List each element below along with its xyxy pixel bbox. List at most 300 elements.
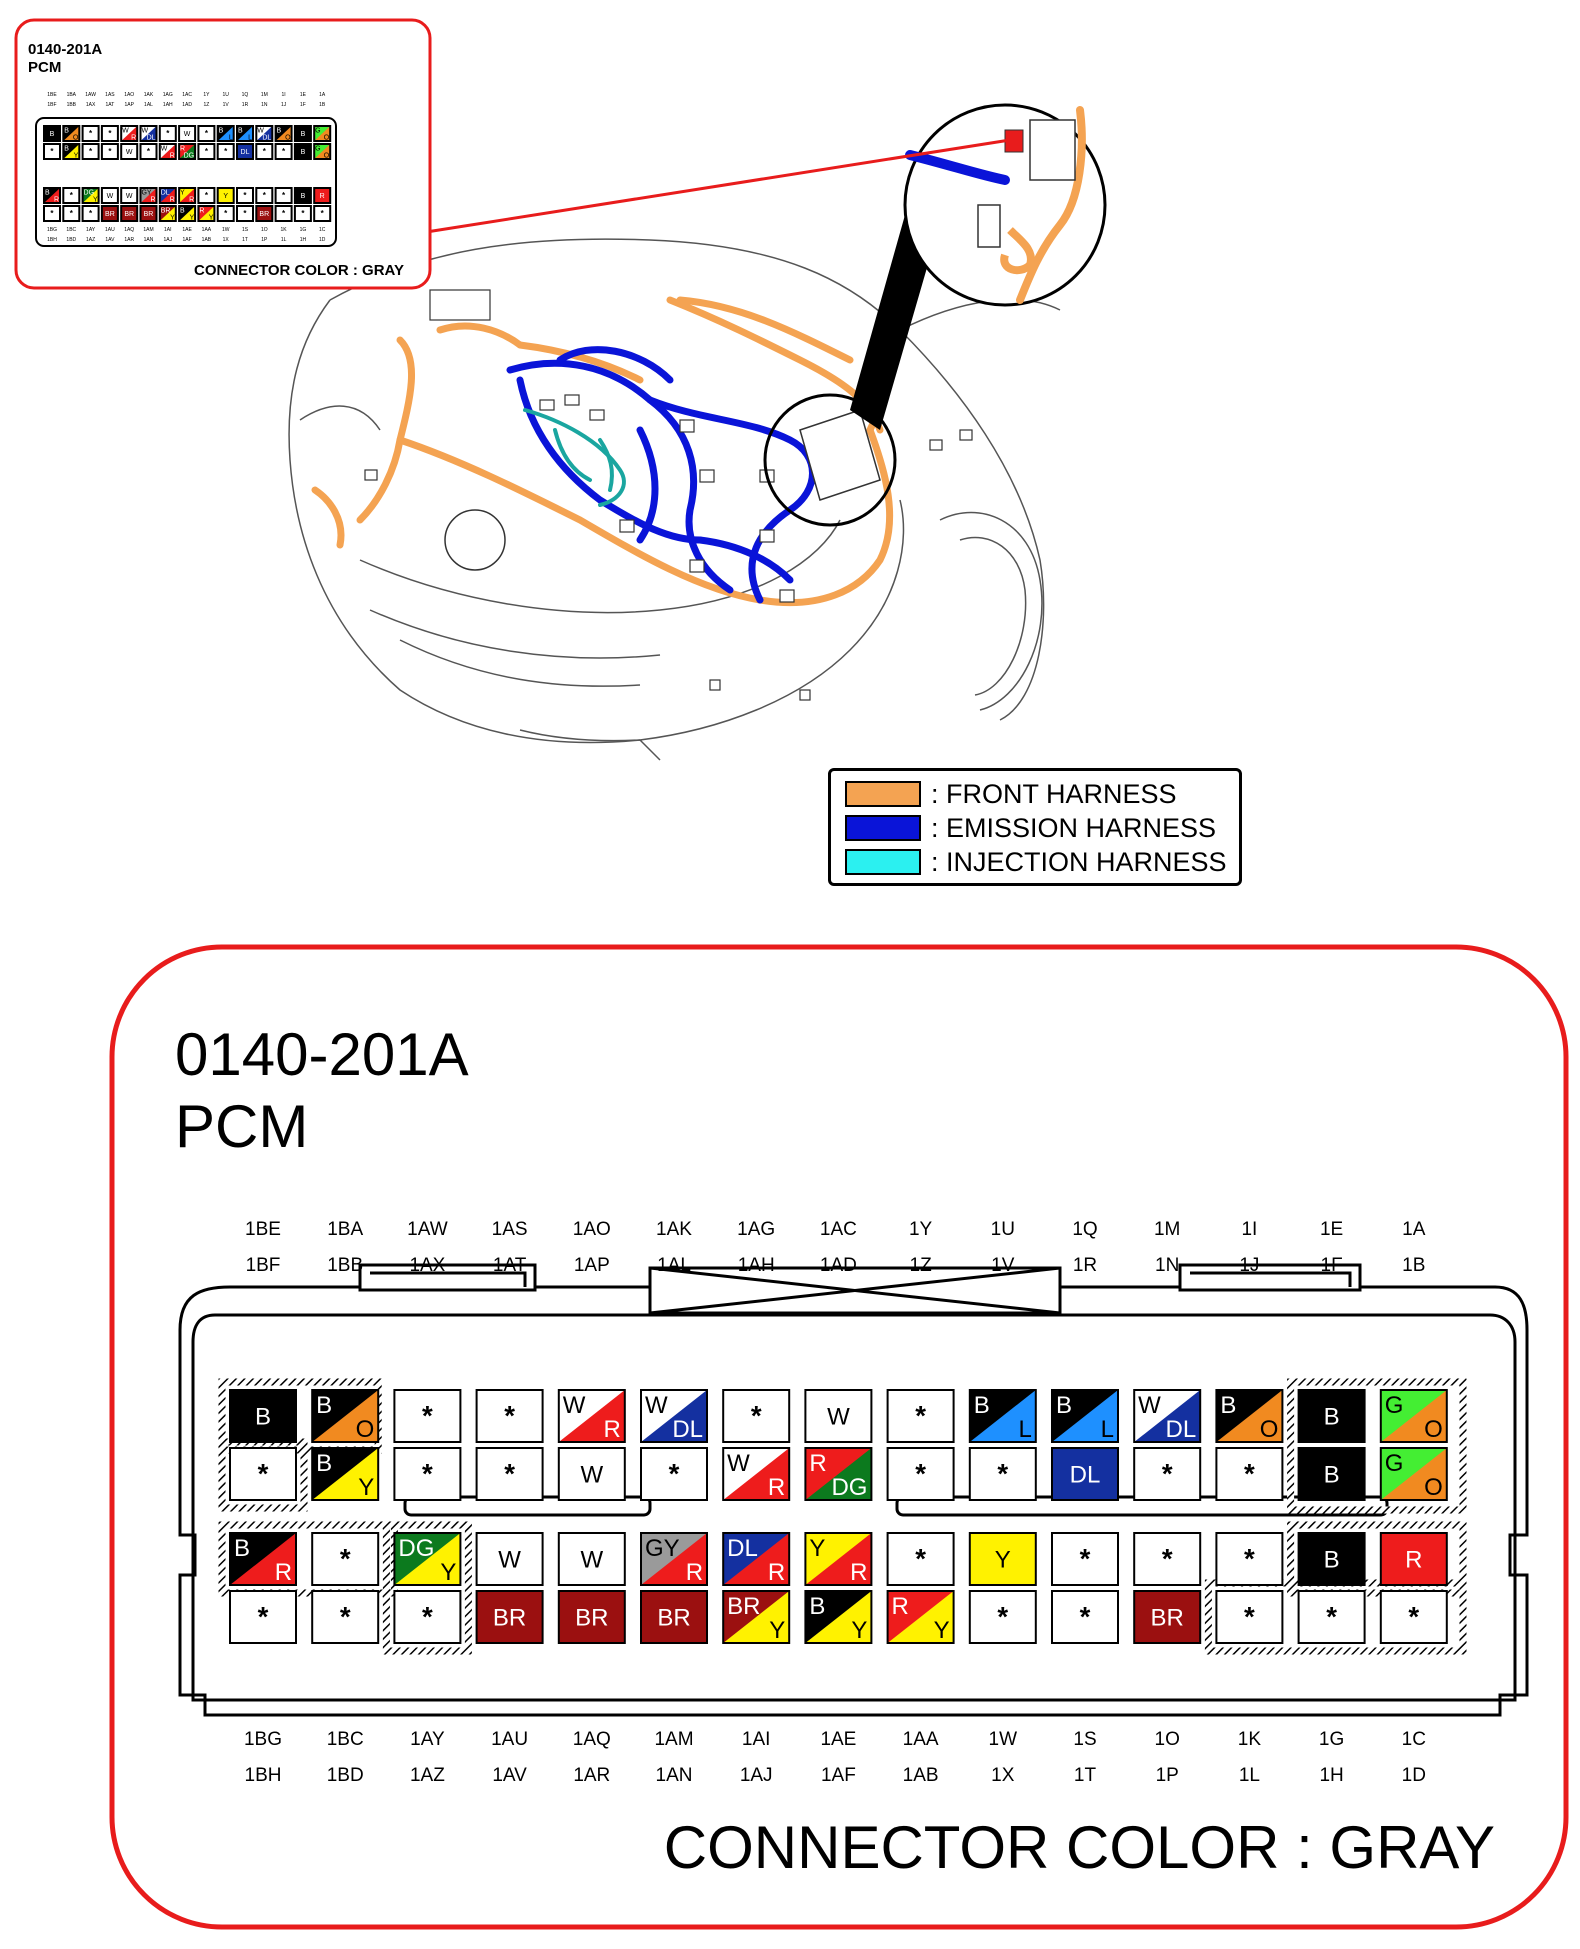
- thumbnail-terminal-label: 1J: [280, 102, 287, 108]
- thumbnail-terminal-label: 1I: [281, 92, 286, 98]
- thumbnail-terminal-label: 1AU: [105, 227, 115, 233]
- terminal-wire-stripe-color: O: [285, 134, 291, 142]
- terminal-cell: [121, 188, 137, 203]
- legend-rows: [831, 771, 1239, 879]
- terminal-wire-base-color: B: [64, 127, 69, 135]
- terminal-cell: [1381, 1533, 1447, 1585]
- terminal-number-label: 1I: [1241, 1219, 1258, 1240]
- terminal-number-label: 1T: [1073, 1765, 1097, 1786]
- terminal-unused-mark: *: [422, 1400, 433, 1432]
- terminal-number-label: 1D: [1401, 1765, 1426, 1786]
- terminal-cell: [888, 1533, 954, 1585]
- terminal-wire-stripe-color: Y: [933, 1617, 950, 1645]
- terminal-cell: [160, 144, 176, 160]
- thumbnail-terminal-label: 1BA: [66, 92, 77, 98]
- thumbnail-terminal-label: 1Z: [203, 102, 210, 108]
- terminal-cell: [256, 206, 272, 221]
- terminal-number-label: 1U: [990, 1219, 1015, 1240]
- thumbnail-terminal-label: 1AW: [85, 92, 96, 98]
- legend-label: : EMISSION HARNESS: [931, 812, 1217, 843]
- terminal-cell: [276, 188, 292, 203]
- terminal-wire-base-color: B: [218, 127, 224, 135]
- terminal-cell: [102, 188, 118, 203]
- terminal-cell: [230, 1591, 296, 1643]
- terminal-cell: [295, 206, 311, 221]
- terminal-wire-stripe-color: R: [169, 152, 175, 160]
- terminal-number-label: 1AD: [819, 1255, 857, 1276]
- terminal-cell: [1052, 1533, 1118, 1585]
- terminal-wire-color: W: [580, 1461, 604, 1489]
- terminal-number-label: 1AG: [737, 1219, 776, 1240]
- terminal-unused-mark: *: [1408, 1601, 1420, 1633]
- thumbnail-terminal-label: 1V: [222, 102, 229, 108]
- thumbnail-terminal-label: 1AE: [182, 227, 192, 233]
- terminal-cell: [1052, 1390, 1118, 1443]
- terminal-unused-mark: *: [422, 1601, 433, 1633]
- terminal-wire-stripe-color: L: [248, 134, 253, 142]
- terminal-cell: [805, 1591, 871, 1644]
- terminal-number-label: 1BC: [326, 1729, 364, 1750]
- terminal-unused-mark: *: [146, 147, 151, 157]
- terminal-unused-mark: *: [243, 191, 247, 201]
- terminal-number-label: 1AY: [410, 1729, 445, 1750]
- terminal-cell: [276, 206, 292, 221]
- thumbnail-terminal-label: 1A: [319, 92, 326, 98]
- terminal-number-label: 1AV: [492, 1765, 527, 1786]
- terminal-cell: [477, 1390, 543, 1442]
- terminal-unused-mark: *: [1244, 1458, 1255, 1490]
- terminal-cell: [63, 126, 79, 142]
- terminal-wire-color: B: [300, 193, 306, 201]
- terminal-cell: [102, 144, 118, 159]
- terminal-wire-stripe-color: R: [685, 1559, 704, 1587]
- terminal-cell: [83, 144, 99, 159]
- terminal-wire-color: W: [183, 131, 191, 139]
- legend-swatch: [845, 849, 921, 875]
- terminal-cell: [394, 1390, 460, 1442]
- terminal-unused-mark: *: [1161, 1458, 1173, 1490]
- terminal-unused-mark: *: [1079, 1601, 1091, 1633]
- terminal-cell: [295, 188, 311, 203]
- legend-item: [845, 777, 1239, 811]
- terminal-wire-stripe-color: R: [274, 1559, 293, 1587]
- terminal-wire-color: DL: [1069, 1461, 1101, 1489]
- terminal-unused-mark: *: [339, 1601, 351, 1633]
- terminal-number-label: 1AW: [407, 1219, 448, 1240]
- legend-label: : INJECTION HARNESS: [931, 846, 1227, 877]
- terminal-wire-base-color: G: [1384, 1449, 1404, 1477]
- terminal-unused-mark: *: [1079, 1543, 1091, 1575]
- terminal-cell: [63, 206, 79, 221]
- terminal-wire-base-color: DL: [727, 1534, 758, 1562]
- terminal-number-label: 1F: [1320, 1255, 1343, 1276]
- thumbnail-terminal-label: 1O: [260, 227, 268, 233]
- terminal-number-label: 1AE: [820, 1729, 857, 1750]
- terminal-wire-color: W: [498, 1546, 521, 1574]
- terminal-number-label: 1Y: [908, 1219, 933, 1240]
- terminal-number-label: 1V: [991, 1255, 1015, 1276]
- terminal-wire-base-color: R: [891, 1592, 909, 1620]
- terminal-unused-mark: *: [504, 1400, 515, 1432]
- terminal-number-label: 1AO: [572, 1219, 611, 1240]
- terminal-cell: [121, 144, 137, 159]
- thumbnail-terminal-label: 1P: [261, 237, 268, 243]
- terminal-number-label: 1AP: [573, 1255, 610, 1276]
- thumbnail-terminal-label: 1U: [222, 92, 229, 98]
- terminal-wire-color: DL: [240, 149, 250, 157]
- thumbnail-connector-name: PCM: [28, 59, 62, 76]
- terminal-unused-mark: *: [69, 191, 73, 201]
- terminal-cell: [141, 188, 157, 204]
- thumbnail-terminal-label: 1AK: [143, 92, 154, 98]
- terminal-cell: [141, 144, 157, 159]
- terminal-number-label: 1BD: [326, 1765, 364, 1786]
- terminal-cell: [641, 1533, 707, 1586]
- terminal-wire-base-color: B: [64, 145, 69, 153]
- thumbnail-terminal-label: 1AA: [201, 227, 212, 233]
- terminal-wire-base-color: B: [1055, 1391, 1072, 1419]
- terminal-cell: [723, 1591, 789, 1644]
- terminal-wire-color: BR: [1150, 1604, 1184, 1632]
- legend-swatch: [845, 781, 921, 807]
- terminal-number-label: 1BH: [244, 1765, 282, 1786]
- terminal-cell: [121, 206, 137, 221]
- terminal-cell: [160, 126, 176, 141]
- terminal-unused-mark: *: [504, 1458, 515, 1490]
- terminal-number-label: 1AM: [654, 1729, 694, 1750]
- terminal-cell: [83, 126, 99, 141]
- terminal-cell: [141, 206, 157, 221]
- terminal-unused-mark: *: [89, 129, 93, 139]
- terminal-number-label: 1BA: [327, 1219, 364, 1240]
- terminal-wire-color: B: [1323, 1461, 1340, 1489]
- terminal-wire-stripe-color: DL: [672, 1416, 704, 1444]
- terminal-cell: [888, 1390, 954, 1442]
- terminal-cell: [230, 1533, 296, 1586]
- legend-label: : FRONT HARNESS: [931, 778, 1177, 809]
- terminal-wire-base-color: B: [237, 127, 243, 135]
- terminal-wire-color: BR: [492, 1604, 527, 1632]
- terminal-cell: [641, 1390, 707, 1443]
- terminal-cell: [44, 188, 60, 204]
- terminal-wire-color: W: [580, 1546, 604, 1574]
- terminal-wire-stripe-color: R: [150, 196, 156, 204]
- terminal-cell: [295, 144, 311, 159]
- terminal-unused-mark: *: [915, 1458, 926, 1490]
- terminal-wire-stripe-color: O: [355, 1416, 375, 1444]
- thumbnail-terminal-label: 1AT: [105, 102, 115, 108]
- terminal-unused-mark: *: [915, 1543, 926, 1575]
- terminal-wire-base-color: Y: [809, 1534, 826, 1562]
- terminal-cell: [121, 126, 137, 142]
- terminal-cell: [198, 206, 214, 222]
- legend-swatch: [845, 815, 921, 841]
- thumbnail-terminal-label: 1M: [260, 92, 268, 98]
- terminal-number-label: 1AH: [737, 1255, 775, 1276]
- terminal-wire-color: B: [300, 149, 306, 157]
- terminal-unused-mark: *: [257, 1601, 269, 1633]
- terminal-number-label: 1E: [1319, 1219, 1344, 1240]
- terminal-cell: [218, 188, 234, 203]
- terminal-cell: [218, 206, 234, 221]
- terminal-unused-mark: *: [108, 129, 112, 139]
- connector-name: PCM: [175, 1093, 309, 1160]
- terminal-cell: [198, 144, 214, 159]
- terminal-cell: [179, 144, 195, 160]
- terminal-number-label: 1L: [1238, 1765, 1260, 1786]
- terminal-unused-mark: *: [282, 147, 286, 157]
- thumbnail-terminal-label: 1BH: [47, 237, 57, 243]
- terminal-unused-mark: *: [243, 209, 247, 219]
- terminal-unused-mark: *: [257, 1458, 269, 1490]
- terminal-wire-color: B: [1323, 1546, 1340, 1574]
- terminal-number-label: 1AZ: [409, 1765, 445, 1786]
- terminal-cell: [970, 1533, 1036, 1585]
- terminal-number-label: 1AU: [491, 1729, 529, 1750]
- terminal-wire-stripe-color: R: [189, 196, 195, 204]
- connector-thumbnail: [14, 18, 434, 308]
- terminal-wire-base-color: B: [973, 1391, 990, 1419]
- terminal-cell: [218, 126, 234, 142]
- terminal-unused-mark: *: [668, 1458, 680, 1490]
- thumbnail-terminal-label: 1L: [280, 237, 287, 243]
- thumbnail-terminal-label: 1AO: [124, 92, 135, 98]
- thumbnail-terminal-label: 1AP: [124, 102, 134, 108]
- terminal-number-label: 1AK: [656, 1219, 692, 1240]
- terminal-wire-stripe-color: O: [1424, 1416, 1443, 1444]
- thumbnail-terminal-label: 1BE: [47, 92, 57, 98]
- terminal-cell: [805, 1390, 871, 1442]
- terminal-wire-color: BR: [259, 211, 270, 219]
- terminal-cell: [888, 1591, 954, 1644]
- terminal-cell: [1052, 1591, 1118, 1643]
- terminal-cell: [312, 1591, 378, 1643]
- terminal-cell: [237, 206, 253, 221]
- terminal-wire-base-color: Y: [180, 189, 185, 197]
- terminal-wire-color: W: [125, 193, 133, 201]
- terminal-wire-stripe-color: Y: [170, 214, 175, 222]
- terminal-cell: [1381, 1591, 1447, 1643]
- terminal-cell: [141, 126, 157, 142]
- terminal-wire-color: BR: [105, 211, 115, 219]
- terminal-number-label: 1BF: [245, 1255, 281, 1276]
- terminal-unused-mark: *: [282, 209, 286, 219]
- thumbnail-terminal-label: 1AH: [162, 102, 173, 108]
- terminal-wire-base-color: B: [276, 127, 282, 135]
- terminal-wire-stripe-color: R: [603, 1416, 621, 1444]
- terminal-wire-stripe-color: O: [1424, 1474, 1443, 1502]
- terminal-cell: [276, 126, 292, 142]
- terminal-unused-mark: *: [750, 1400, 762, 1432]
- terminal-cell: [477, 1591, 543, 1643]
- terminal-wire-color: R: [1405, 1546, 1423, 1574]
- terminal-wire-base-color: R: [180, 145, 186, 153]
- terminal-cell: [237, 188, 253, 203]
- terminal-cell: [1381, 1448, 1447, 1501]
- terminal-wire-base-color: B: [233, 1534, 250, 1562]
- terminal-wire-base-color: B: [316, 1391, 333, 1419]
- thumbnail-terminal-label: 1BB: [66, 102, 77, 108]
- terminal-cell: [102, 206, 118, 221]
- terminal-wire-base-color: DG: [398, 1534, 435, 1562]
- terminal-number-label: 1G: [1318, 1729, 1345, 1750]
- thumbnail-terminal-label: 1Q: [241, 92, 249, 98]
- thumbnail-terminal-label: 1AQ: [124, 227, 135, 233]
- terminal-wire-stripe-color: Y: [92, 196, 98, 204]
- terminal-wire-color: W: [827, 1403, 850, 1431]
- terminal-wire-stripe-color: O: [72, 134, 79, 142]
- terminal-cell: [1052, 1448, 1118, 1500]
- terminal-cell: [1299, 1533, 1365, 1585]
- connector-color-label: CONNECTOR COLOR : GRAY: [663, 1814, 1495, 1881]
- thumbnail-terminal-label: 1BC: [66, 227, 77, 233]
- terminal-wire-stripe-color: DL: [1165, 1416, 1197, 1444]
- terminal-wire-base-color: B: [316, 1449, 333, 1477]
- terminal-wire-base-color: W: [141, 127, 149, 135]
- terminal-unused-mark: *: [166, 129, 170, 139]
- terminal-number-label: 1S: [1073, 1729, 1097, 1750]
- thumbnail-terminal-label: 1AY: [86, 227, 96, 233]
- terminal-cell: [83, 188, 99, 204]
- terminal-cell: [312, 1533, 378, 1585]
- terminal-cell: [237, 126, 253, 142]
- terminal-cell: [44, 206, 60, 221]
- terminal-unused-mark: *: [50, 147, 54, 157]
- terminal-number-label: 1AR: [573, 1765, 611, 1786]
- terminal-cell: [970, 1448, 1036, 1500]
- terminal-wire-stripe-color: DL: [262, 134, 272, 142]
- terminal-cell: [559, 1533, 625, 1585]
- terminal-cell: [160, 206, 176, 222]
- thumbnail-terminal-label: 1AR: [124, 237, 135, 243]
- terminal-unused-mark: *: [422, 1458, 433, 1490]
- terminal-wire-base-color: BR: [160, 207, 171, 215]
- terminal-cell: [312, 1448, 378, 1501]
- thumbnail-terminal-label: 1S: [241, 227, 249, 233]
- connector-id: 0140-201A: [175, 1021, 469, 1088]
- terminal-number-label: 1W: [988, 1729, 1018, 1750]
- terminal-number-label: 1AF: [820, 1765, 856, 1786]
- terminal-cell: [559, 1448, 625, 1500]
- terminal-cell: [179, 206, 195, 222]
- terminal-cell: [179, 126, 195, 141]
- terminal-number-label: 1X: [991, 1765, 1015, 1786]
- terminal-cell: [805, 1533, 871, 1586]
- terminal-wire-base-color: W: [122, 127, 129, 135]
- terminal-cell: [394, 1533, 460, 1586]
- thumbnail-terminal-label: 1AL: [144, 102, 153, 108]
- terminal-cell: [1134, 1591, 1200, 1643]
- terminal-cell: [314, 126, 330, 142]
- terminal-number-label: 1AC: [819, 1219, 857, 1240]
- terminal-cell: [198, 188, 214, 203]
- terminal-wire-stripe-color: O: [323, 134, 330, 142]
- terminal-cell: [237, 144, 253, 159]
- terminal-cell: [1216, 1390, 1282, 1443]
- terminal-cell: [1299, 1390, 1365, 1442]
- terminal-wire-stripe-color: R: [767, 1559, 786, 1587]
- terminal-cell: [1134, 1533, 1200, 1585]
- terminal-cell: [179, 188, 195, 204]
- thumbnail-terminal-label: 1B: [319, 102, 326, 108]
- terminal-wire-stripe-color: DG: [831, 1474, 868, 1502]
- terminal-unused-mark: *: [262, 191, 266, 201]
- terminal-wire-base-color: G: [315, 145, 321, 153]
- terminal-wire-color: BR: [143, 211, 154, 219]
- terminal-cell: [198, 126, 214, 141]
- terminal-wire-base-color: W: [727, 1449, 750, 1477]
- terminal-cell: [314, 188, 330, 203]
- terminal-cell: [477, 1448, 543, 1500]
- terminal-wire-stripe-color: R: [169, 196, 175, 204]
- terminal-unused-mark: *: [262, 147, 266, 157]
- thumbnail-terminal-label: 1BD: [66, 237, 77, 243]
- terminal-wire-stripe-color: DG: [183, 152, 195, 160]
- thumbnail-terminal-label: 1AM: [143, 227, 154, 233]
- terminal-number-label: 1AN: [655, 1765, 693, 1786]
- terminal-cell: [1381, 1390, 1447, 1443]
- terminal-number-label: 1P: [1155, 1765, 1179, 1786]
- terminal-wire-stripe-color: Y: [358, 1474, 375, 1502]
- thumbnail-terminal-label: 1X: [222, 237, 229, 243]
- terminal-number-label: 1AT: [492, 1255, 527, 1276]
- legend-item: [845, 811, 1239, 845]
- zoom-callout: [850, 105, 1105, 430]
- legend-item: [845, 845, 1239, 879]
- harness-legend: [828, 768, 1242, 886]
- terminal-wire-stripe-color: L: [1018, 1416, 1032, 1444]
- terminal-cell: [63, 188, 79, 203]
- thumbnail-terminal-label: 1Y: [203, 92, 210, 98]
- terminal-wire-base-color: R: [199, 207, 205, 215]
- terminal-wire-base-color: R: [809, 1449, 827, 1477]
- thumbnail-terminal-label: 1H: [299, 237, 307, 243]
- terminal-cell: [394, 1448, 460, 1500]
- terminal-cell: [160, 188, 176, 204]
- terminal-wire-base-color: GY: [141, 189, 152, 197]
- terminal-number-label: 1O: [1154, 1729, 1180, 1750]
- terminal-cell: [723, 1533, 789, 1586]
- terminal-unused-mark: *: [1244, 1543, 1255, 1575]
- thumbnail-connector-id: 0140-201A: [28, 41, 103, 58]
- terminal-cell: [970, 1591, 1036, 1643]
- terminal-wire-color: BR: [657, 1604, 691, 1632]
- terminal-number-label: 1AI: [741, 1729, 771, 1750]
- terminal-unused-mark: *: [282, 191, 286, 201]
- terminal-unused-mark: *: [301, 209, 305, 219]
- terminal-cell: [218, 144, 234, 159]
- thumbnail-terminal-label: 1AN: [143, 237, 154, 243]
- terminal-wire-color: B: [1323, 1403, 1340, 1431]
- terminal-number-label: 1AQ: [572, 1729, 611, 1750]
- terminal-number-label: 1AL: [657, 1255, 691, 1276]
- terminal-wire-stripe-color: L: [228, 134, 233, 142]
- terminal-wire-color: W: [106, 193, 114, 201]
- thumbnail-terminal-label: 1AV: [105, 237, 115, 243]
- terminal-unused-mark: *: [339, 1543, 351, 1575]
- terminal-unused-mark: *: [108, 147, 112, 157]
- terminal-wire-color: Y: [994, 1546, 1011, 1574]
- terminal-cell: [888, 1448, 954, 1500]
- emblem-circle: [445, 510, 505, 570]
- thumbnail-terminal-label: 1AD: [182, 102, 192, 108]
- terminal-cell: [1299, 1448, 1365, 1500]
- terminal-unused-mark: *: [50, 209, 54, 219]
- terminal-unused-mark: *: [320, 209, 324, 219]
- terminal-cell: [805, 1448, 871, 1501]
- terminal-wire-color: R: [319, 193, 325, 201]
- terminal-wire-color: BR: [124, 211, 135, 219]
